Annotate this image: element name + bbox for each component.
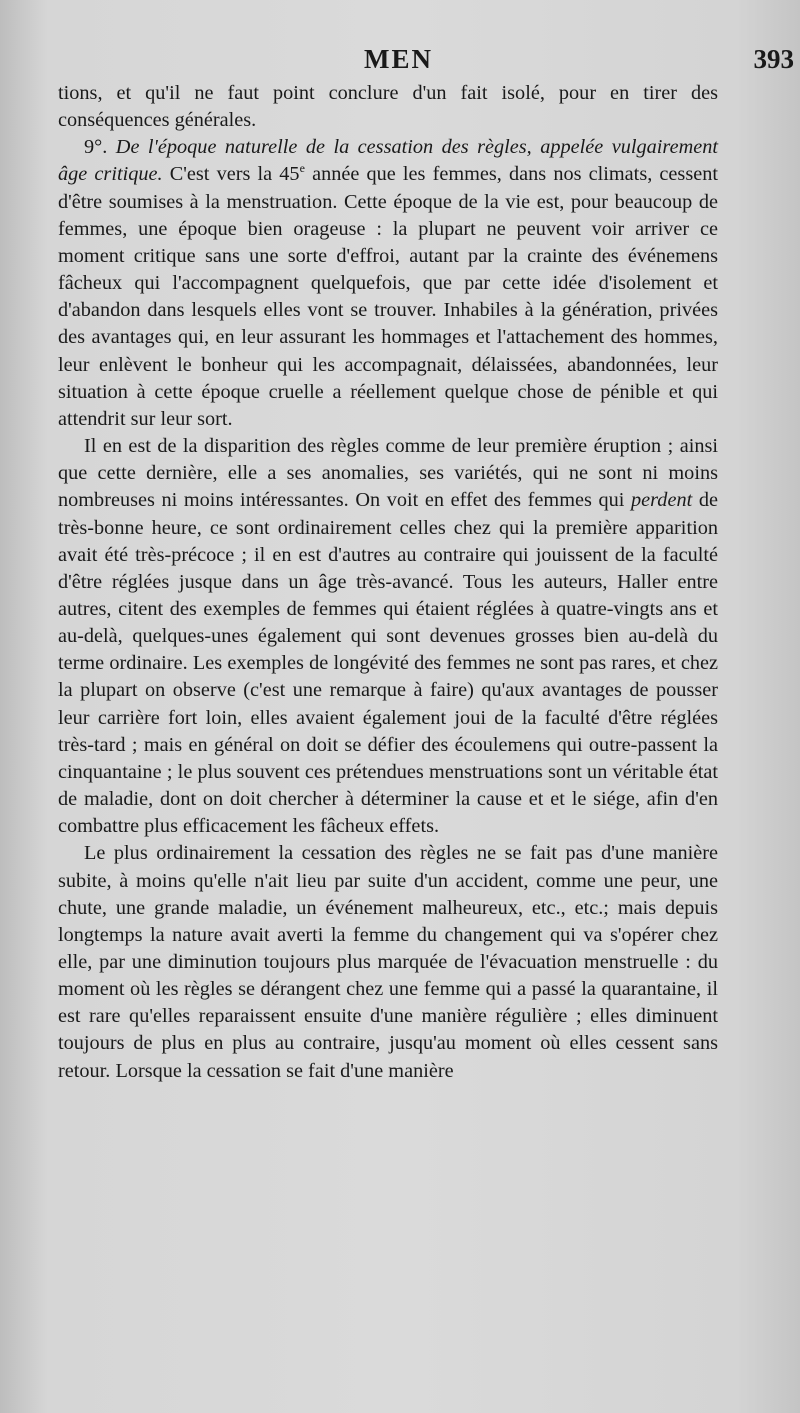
paragraph-text: Il en est de la disparition des règles comme de leur première éruption ; ainsi que cette dernière, elle a ses anomalies, ses variétés, qui ne sont ni moins nombreuses ni moins intéressantes. On voit en effet des femmes qui <box>58 435 718 512</box>
emphasis: perdent <box>631 489 693 512</box>
body-text <box>58 80 718 1085</box>
paragraph-continuation <box>58 80 718 134</box>
page-header <box>60 44 800 84</box>
running-head: MEN <box>364 44 433 74</box>
paragraph <box>58 433 718 840</box>
section-heading: De l'époque naturelle de la cessation des règles, appelée vulgairement âge critique. <box>58 136 718 186</box>
paragraph <box>58 840 718 1084</box>
paragraph-text: C'est vers la 45 <box>169 163 300 186</box>
section-number: 9°. <box>84 136 108 159</box>
superscript: e <box>299 161 305 176</box>
paragraph-text: de très-bonne heure, ce sont ordinairement celles chez qui la première apparition avait été très-précoce ; il en est d'autres au contraire qui jouissent de la faculté d'être réglées jusque dans un âge très-avancé. Tous les auteurs, Haller entre autres, citent des exemples de femmes qui étaient réglées à quatre-vingts ans et au-delà, quelques-unes également qui sont devenues grosses bien au-delà du terme ordinaire. Les exemples de longévité des femmes ne sont pas rares, et chez la plupart on observe (c'est une remarque à faire) qu'aux avantages de pousser leur carrière fort loin, elles avaient également joui de la faculté d'être réglées très-tard ; mais en général on doit se défier des écoulemens qui outre-passent la cinquantaine ; le plus souvent ces prétendues menstruations sont un véritable état de maladie, dont on doit chercher à déterminer la cause et et le siége, afin d'en combattre plus efficacement les fâcheux effets. <box>58 489 718 838</box>
paragraph-text: année que les femmes, dans nos climats, cessent d'être soumises à la menstruation. Cette époque de la vie est, pour beaucoup de femmes, une époque bien orageuse : la plupart ne peuvent voir arriver ce moment critique sans une sorte d'effroi, autant par la crainte des événemens fâcheux qui l'accompagnent quelquefois, que par cette idée d'isolement et d'abandon dans lesquels elles vont se trouver. Inhabiles à la génération, privées des avantages qui, en leur assurant les hommages et l'attachement des hommes, leur enlèvent le bonheur qui les accompagnait, délaissées, abandonnées, leur situation à cette époque cruelle a réellement quelque chose de pénible et qui attendrit sur leur sort. <box>58 163 718 430</box>
paragraph-section-9 <box>58 134 718 433</box>
paragraph-text: tions, et qu'il ne faut point conclure d'un fait isolé, pour en tirer des conséquences générales. <box>58 82 718 132</box>
paragraph-text: Le plus ordinairement la cessation des règles ne se fait pas d'une manière subite, à moins qu'elle n'ait lieu par suite d'un accident, comme une peur, une chute, une grande maladie, un événement malheureux, etc., etc.; mais depuis longtemps la nature avait averti la femme du changement qui va s'opérer chez elle, par une diminution toujours plus marquée de l'évacuation menstruelle : du moment où les règles se dérangent chez une femme qui a passé la quarantaine, il est rare qu'elles reparaissent ensuite d'une manière régulière ; elles diminuent toujours de plus en plus au contraire, jusqu'au moment où elles cessent sans retour. Lorsque la cessation se fait d'une manière <box>58 842 718 1082</box>
page-number: 393 <box>753 44 794 74</box>
